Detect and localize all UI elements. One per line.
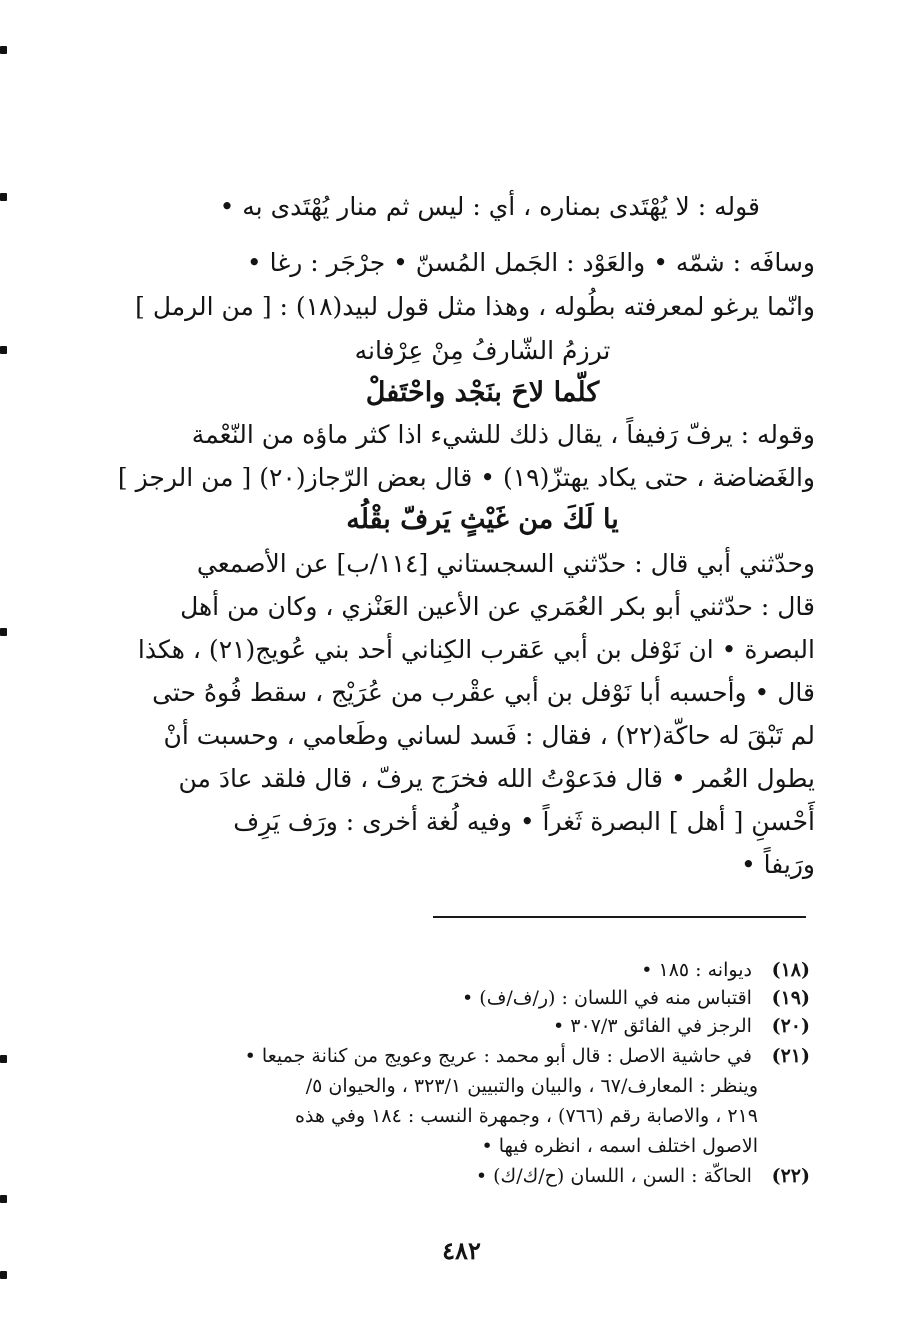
scan-edge-mark bbox=[0, 46, 7, 54]
footnote-text: الرجز في الفائق ٣٠٧/٣ • bbox=[553, 1015, 752, 1037]
footnote-text: اقتباس منه في اللسان : (ر/ف/ف) • bbox=[462, 987, 752, 1009]
text-line: وقوله : يرفّ رَفيفاً ، يقال ذلك للشيء اذا كثر ماؤه من النّعْمة bbox=[191, 420, 815, 449]
text-line: البصرة • ان نَوْفل بن أبي عَقرب الكِناني أحد بني عُويج(٢١) ، هكذا bbox=[137, 635, 815, 664]
footnote bbox=[150, 984, 810, 1012]
verse-line: يا لَكَ من غَيْثٍ يَرفّ بقْلُه bbox=[346, 504, 619, 535]
main-text bbox=[117, 0, 815, 900]
text-line: وانّما يرغو لمعرفته بطُوله ، وهذا مثل قول لبيد(١٨) : [ من الرمل ] bbox=[135, 292, 815, 321]
scan-edge-mark bbox=[0, 193, 7, 201]
footnote-number: (٢٢) bbox=[771, 1165, 810, 1187]
footnote-text: في حاشية الاصل : قال أبو محمد : عريج وعويج من كنانة جميعا • bbox=[244, 1045, 752, 1067]
scan-edge-mark bbox=[0, 1195, 7, 1203]
text-line: وسافَه : شمّه • والعَوْد : الجَمل المُسنّ • جرْجَر : رغا • bbox=[246, 248, 815, 277]
text-line: يطول العُمر • قال فدَعوْتُ الله فخرَج يرفّ ، قال فلقد عادَ من bbox=[178, 764, 815, 793]
footnote-number: (٢١) bbox=[771, 1045, 810, 1067]
text-line: أَحْسنِ [ أهل ] البصرة ثَغراً • وفيه لُغة أخرى : ورَف يَرِف bbox=[233, 807, 815, 836]
text-line: وحدّثني أبي قال : حدّثني السجستاني [١١٤/ب] عن الأصمعي bbox=[196, 549, 815, 578]
footnote-text: الحاكّة : السن ، اللسان (ح/ك/ك) • bbox=[475, 1165, 752, 1187]
text-line: قال • وأحسبه أبا نَوْفل بن أبي عقْرب من عُرَيْج ، سقط فُوهُ حتى bbox=[152, 678, 815, 707]
page-number: ٤٨٢ bbox=[442, 1236, 481, 1265]
text-line: قال : حدّثني أبو بكر العُمَري عن الأعين العَنْزي ، وكان من أهل bbox=[180, 592, 815, 621]
footnote-separator bbox=[433, 916, 806, 918]
footnote bbox=[150, 956, 810, 984]
footnote bbox=[150, 1012, 810, 1040]
text-line: والغَضاضة ، حتى يكاد يهتزّ(١٩) • قال بعض الرّجاز(٢٠) [ من الرجز ] bbox=[117, 463, 815, 492]
scan-edge-mark bbox=[0, 1271, 7, 1279]
footnote-number: (١٨) bbox=[771, 959, 810, 981]
scan-edge-mark bbox=[0, 628, 7, 636]
footnote-continuation: وينظر : المعارف/٦٧ ، والبيان والتبيين ٣٢٣/١ ، والحيوان ٥/ bbox=[305, 1075, 758, 1097]
footnote bbox=[150, 1162, 810, 1190]
text-line: لم تَبْقَ له حاكّة(٢٢) ، فقال : فَسد لساني وطَعامي ، وحسبت أنْ bbox=[163, 721, 815, 750]
verse-line: ترزمُ الشّارفُ مِنْ عِرْفانه bbox=[354, 336, 611, 365]
footnote-continuation: الاصول اختلف اسمه ، انظره فيها • bbox=[481, 1135, 758, 1157]
scan-edge-mark bbox=[0, 1055, 7, 1063]
text-line: قوله : لا يُهْتَدى بمناره ، أي : ليس ثم منار يُهْتَدى به • bbox=[219, 192, 760, 221]
footnote-number: (١٩) bbox=[771, 987, 810, 1009]
verse-line: كلّما لاحَ بنَجْد واحْتَفلْ bbox=[365, 377, 600, 408]
footnote bbox=[150, 1042, 810, 1070]
scan-edge-mark bbox=[0, 346, 7, 354]
footnote-number: (٢٠) bbox=[771, 1015, 810, 1037]
text-line: ورَيفاً • bbox=[740, 850, 815, 879]
footnote-text: ديوانه : ١٨٥ • bbox=[641, 959, 752, 981]
footnote-continuation: ٢١٩ ، والاصابة رقم (٧٦٦) ، وجمهرة النسب : ١٨٤ وفي هذه bbox=[295, 1105, 758, 1127]
